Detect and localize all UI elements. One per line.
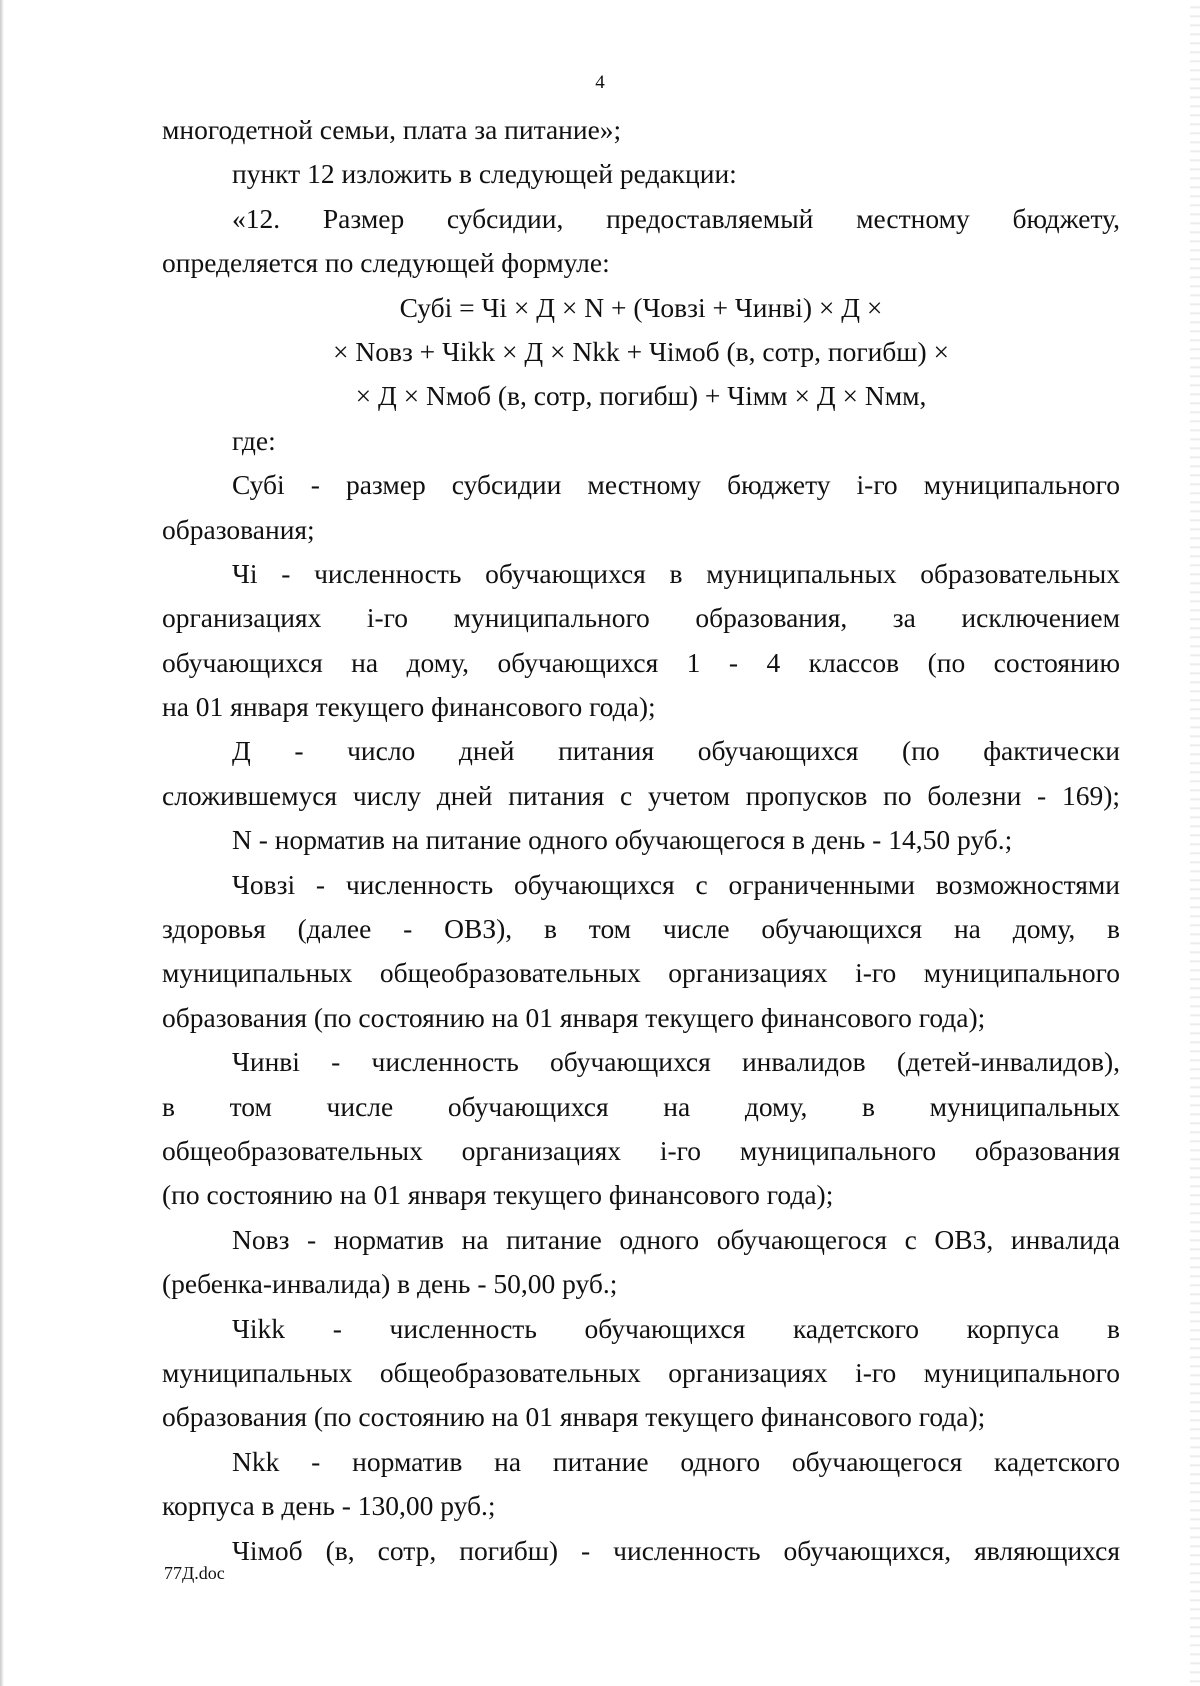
text-line: Nовз - норматив на питание одного обучающегося с ОВЗ, инвалида bbox=[232, 1223, 1120, 1255]
text-line: Чi - численность обучающихся в муниципальных образовательных bbox=[232, 557, 1120, 589]
text-line: N - норматив на питание одного обучающегося в день - 14,50 руб.; bbox=[232, 824, 1013, 856]
text-line: сложившемуся числу дней питания с учетом пропусков по болезни - 169); bbox=[162, 779, 1120, 811]
text-line: многодетной семьи, плата за питание»; bbox=[162, 114, 622, 145]
text-line: организациях i-го муниципального образования, за исключением bbox=[162, 602, 1120, 634]
text-line: общеобразовательных организациях i-го муниципального образования bbox=[162, 1134, 1120, 1166]
text-line: корпуса в день - 130,00 руб.; bbox=[162, 1490, 496, 1522]
text-line: где: bbox=[232, 424, 276, 456]
text-line: Чikk - численность обучающихся кадетского корпуса в bbox=[232, 1312, 1120, 1344]
text-line: Човзi - численность обучающихся с ограниченными возможностями bbox=[232, 868, 1120, 900]
text-line: в том числе обучающихся на дому, в муниципальных bbox=[162, 1090, 1120, 1122]
file-name-footer: 77Д.doc bbox=[164, 1563, 225, 1583]
text-line: определяется по следующей формуле: bbox=[162, 247, 610, 279]
document-body bbox=[162, 108, 1120, 1573]
formula-line: × Nовз + Чikk × Д × Nkk + Чiмоб (в, сотр, погибш) × bbox=[332, 335, 950, 367]
text-line: обучающихся на дому, обучающихся 1 - 4 классов (по состоянию bbox=[162, 646, 1120, 678]
text-line: «12. Размер субсидии, предоставляемый местному бюджету, bbox=[232, 202, 1120, 234]
text-line: муниципальных общеобразовательных организациях i-го муниципального bbox=[162, 957, 1120, 989]
text-line: Чiмоб (в, сотр, погибш) - численность обучающихся, являющихся bbox=[232, 1534, 1120, 1566]
text-line: пункт 12 изложить в следующей редакции: bbox=[232, 158, 737, 190]
page-number: 4 bbox=[595, 72, 605, 93]
text-line: (по состоянию на 01 января текущего финансового года); bbox=[162, 1179, 834, 1211]
text-line: (ребенка-инвалида) в день - 50,00 руб.; bbox=[162, 1268, 618, 1300]
scan-edge-right bbox=[1190, 0, 1200, 1686]
text-line: образования; bbox=[162, 513, 315, 545]
scan-edge-left bbox=[0, 0, 4, 1686]
text-line: образования (по состоянию на 01 января текущего финансового года); bbox=[162, 1001, 986, 1033]
text-line: муниципальных общеобразовательных организациях i-го муниципального bbox=[162, 1356, 1120, 1388]
text-line: Nkk - норматив на питание одного обучающегося кадетского bbox=[232, 1445, 1120, 1477]
formula-line: × Д × Nмоб (в, сотр, погибш) + Чiмм × Д × Nмм, bbox=[355, 380, 927, 412]
text-line: образования (по состоянию на 01 января текущего финансового года); bbox=[162, 1401, 986, 1433]
text-line: Чинвi - численность обучающихся инвалидов (детей-инвалидов), bbox=[232, 1046, 1120, 1078]
text-line: Д - число дней питания обучающихся (по фактически bbox=[232, 735, 1120, 767]
formula-line: Субi = Чi × Д × N + (Човзi + Чинвi) × Д × bbox=[399, 291, 883, 323]
text-line: Субi - размер субсидии местному бюджету i-го муниципального bbox=[232, 469, 1120, 501]
text-line: на 01 января текущего финансового года); bbox=[162, 691, 656, 723]
text-line: здоровья (далее - ОВЗ), в том числе обучающихся на дому, в bbox=[162, 913, 1120, 945]
